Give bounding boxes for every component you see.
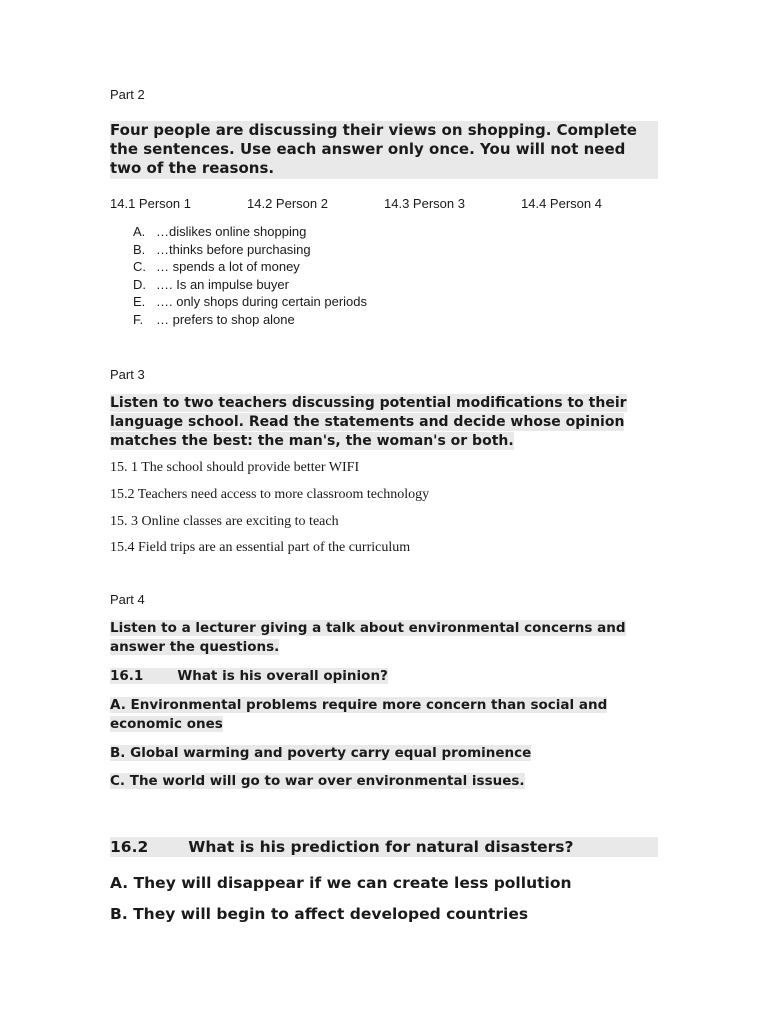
question-16-1 (110, 667, 658, 686)
list-item: E. …. only shops during certain periods (133, 294, 368, 309)
answer-option: B. They will begin to affect developed countries (110, 905, 529, 923)
question-number: 16.2 (110, 838, 149, 856)
part4-instruction: Listen to a lecturer giving a talk about environmental concerns and answer the questions. (110, 620, 626, 655)
question-16-2 (110, 837, 658, 857)
person-label: 14.4 Person 4 (521, 196, 602, 211)
answer-option: B. Global warming and poverty carry equal prominence (110, 745, 532, 761)
answer-option: A. Environmental problems require more concern than social and economic ones (110, 697, 608, 732)
part2-options (133, 223, 367, 328)
part2-label: Part 2 (110, 87, 145, 102)
list-item: D. …. Is an impulse buyer (133, 276, 289, 292)
statement: 15. 1 The school should provide better WIFI (110, 460, 360, 475)
statement: 15.2 Teachers need access to more classroom technology (110, 487, 430, 502)
person-label: 14.2 Person 2 (247, 196, 328, 211)
list-item: B. …thinks before purchasing (133, 241, 311, 257)
list-item: A. …dislikes online shopping (133, 224, 307, 239)
part2-instruction: Four people are discussing their views on shopping. Complete the sentences. Use each answer only once. You will not need two of the reasons. (110, 121, 658, 179)
person-labels (110, 196, 658, 211)
question-text: What is his overall opinion? (177, 668, 388, 684)
list-item: F. … prefers to shop alone (133, 311, 295, 327)
part4-label: Part 4 (110, 592, 145, 607)
answer-option: C. The world will go to war over environmental issues. (110, 773, 525, 789)
list-item: C. … spends a lot of money (133, 259, 300, 274)
part3-instruction: Listen to two teachers discussing potential modifications to their language school. Read the statements and decide whose opinion matches the best: the man's, the woman's or both. (110, 395, 627, 449)
person-label: 14.3 Person 3 (384, 196, 465, 211)
statement: 15. 3 Online classes are exciting to teach (110, 514, 339, 529)
part3-label: Part 3 (110, 367, 145, 382)
statement: 15.4 Field trips are an essential part of the curriculum (110, 540, 411, 555)
answer-option: A. They will disappear if we can create less pollution (110, 874, 572, 892)
question-text: What is his prediction for natural disasters? (188, 838, 574, 856)
person-label: 14.1 Person 1 (110, 196, 191, 211)
question-number: 16.1 (110, 668, 144, 684)
